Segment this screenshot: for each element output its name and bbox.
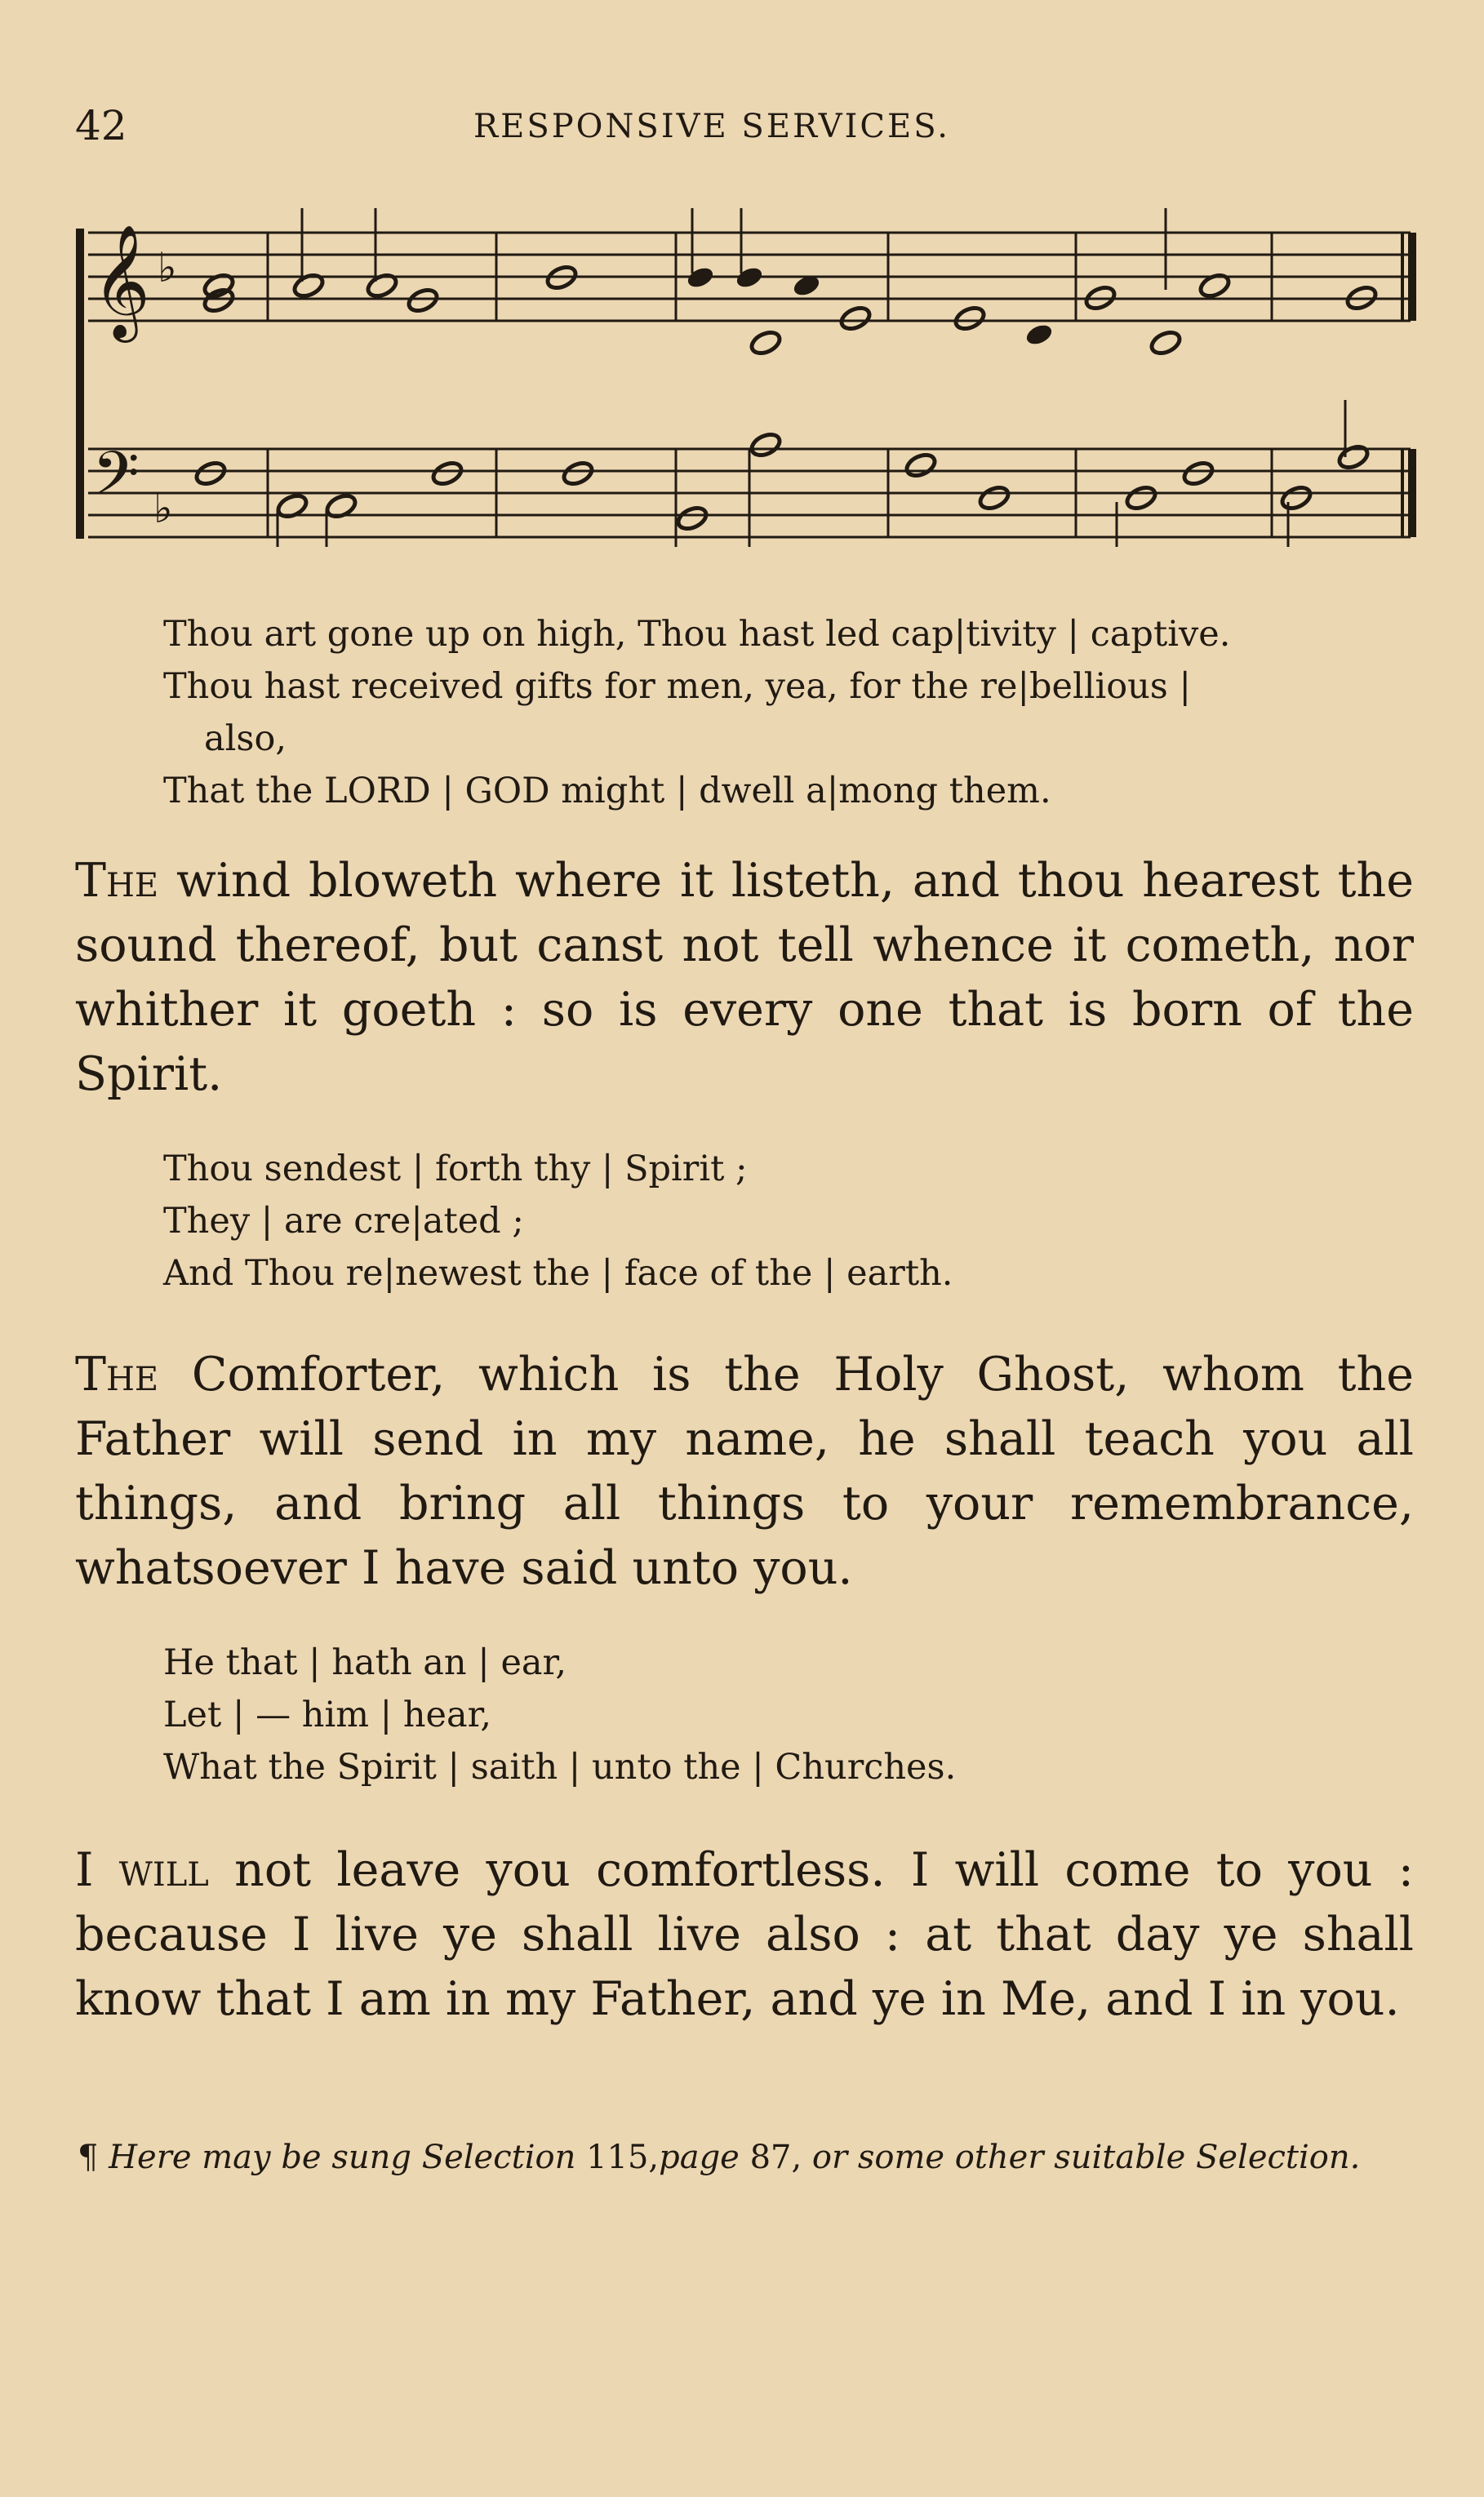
paragraph-body: not leave you comfortless. I will come to you : because I live ye shall live also : at that day ye shall know that I am in my Father, and ye in Me, and I in you. <box>75 1843 1414 2026</box>
scripture-paragraph-2 <box>75 1343 1414 1601</box>
scripture-paragraph-3 <box>75 1838 1414 2032</box>
chant-music-score <box>72 196 1427 547</box>
chant-line: Let | — him | hear, <box>163 1695 492 1735</box>
paragraph-body: wind bloweth where it listeth, and thou hearest the sound thereof, but canst not tell whence it cometh, nor whither it goeth : so is every one that is born of the Spirit. <box>75 854 1415 1101</box>
chant-line: What the Spirit | saith | unto the | Churches. <box>163 1747 957 1788</box>
page-number: 42 <box>75 102 127 149</box>
rubric-text: page <box>659 2139 740 2176</box>
chant-line: And Thou re|newest the | face of the | earth. <box>163 1253 953 1294</box>
paragraph-lead: The <box>75 1348 159 1402</box>
paragraph-body: Comforter, which is the Holy Ghost, whom the Father will send in my name, he shall teach you all things, and bring all things to your remembrance, whatsoever I have said unto you. <box>75 1348 1414 1595</box>
chant-line: also, <box>204 718 287 759</box>
chant-line: They | are cre|ated ; <box>163 1201 524 1242</box>
chant-verse-3 <box>163 1637 1420 1793</box>
chant-line: That the LORD | GOD might | dwell a|mong them. <box>163 771 1051 811</box>
chant-line: Thou hast received gifts for men, yea, for the re|bellious | <box>163 666 1192 707</box>
chant-line: Thou art gone up on high, Thou hast led cap|tivity | captive. <box>163 614 1231 655</box>
svg-text:𝄞: 𝄞 <box>92 224 150 338</box>
scripture-paragraph-1 <box>75 849 1414 1107</box>
svg-text:𝄢: 𝄢 <box>92 438 140 524</box>
chant-line: He that | hath an | ear, <box>163 1642 567 1683</box>
chant-verse-1 <box>163 608 1420 817</box>
chant-line: Thou sendest | forth thy | Spirit ; <box>163 1149 748 1189</box>
paragraph-lead: The <box>75 854 159 908</box>
selection-number: 115, <box>586 2139 660 2176</box>
rubric-note <box>78 2139 1360 2176</box>
pilcrow-mark: ¶ <box>78 2139 99 2176</box>
paragraph-lead: I will <box>75 1843 209 1897</box>
page-reference: 87, <box>749 2139 802 2176</box>
svg-text:♭: ♭ <box>158 244 177 291</box>
rubric-text: Here may be sung Selection <box>109 2139 576 2176</box>
rubric-text: or some other suitable Selection. <box>811 2139 1361 2176</box>
chant-verse-2 <box>163 1143 1420 1300</box>
running-title: RESPONSIVE SERVICES. <box>473 108 950 145</box>
svg-text:♭: ♭ <box>153 485 173 532</box>
